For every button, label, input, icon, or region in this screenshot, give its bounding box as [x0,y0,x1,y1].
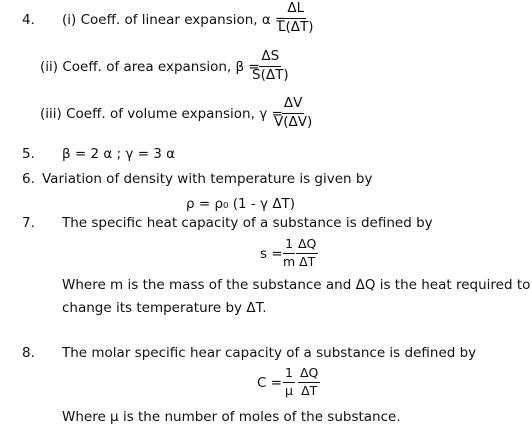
molar-heat-fraction-2 [298,367,320,397]
area-expansion-label: (ii) Coeff. of area expansion, β = [40,59,260,75]
item-5-number: 5. [22,146,35,162]
molar-heat-f1-denominator: μ [285,382,293,398]
item-6-number: 6. [22,171,35,187]
specific-heat-fraction-2 [296,238,318,268]
item-7-number: 7. [22,215,35,231]
linear-expansion-label: (i) Coeff. of linear expansion, α = [62,12,287,28]
coefficient-relation: β = 2 α ; γ = 3 α [62,146,176,162]
molar-heat-f2-denominator: ΔT [301,382,318,398]
volume-expansion-fraction [272,97,314,129]
item-4-number: 4. [22,12,35,28]
volume-expansion-numerator: ΔV [282,97,304,114]
density-variation-text: Variation of density with temperature is given by [42,171,373,187]
molar-heat-text: The molar specific hear capacity of a substance is defined by [62,345,477,361]
specific-heat-explanation-line1: Where m is the mass of the substance and ΔQ is the heat required to [62,277,531,293]
linear-expansion-fraction [276,2,316,34]
specific-heat-fraction-1 [281,238,297,268]
specific-heat-text: The specific heat capacity of a substance is defined by [62,215,433,231]
molar-heat-f1-numerator: 1 [283,367,295,383]
area-expansion-denominator: S(ΔT) [252,66,289,83]
specific-heat-f1-denominator: m [283,253,296,269]
specific-heat-f1-numerator: 1 [283,238,295,254]
area-expansion-fraction [250,50,291,82]
molar-heat-fraction-1 [283,367,295,397]
specific-heat-f2-numerator: ΔQ [296,238,318,254]
specific-heat-lhs: s = [260,246,283,262]
specific-heat-f2-denominator: ΔT [299,253,316,269]
volume-expansion-label: (iii) Coeff. of volume expansion, γ = [40,106,283,122]
specific-heat-explanation-line2: change its temperature by ΔT. [62,300,267,316]
molar-heat-lhs: C = [257,375,283,391]
volume-expansion-denominator: V(ΔV) [274,113,313,130]
area-expansion-numerator: ΔS [259,50,281,67]
molar-heat-f2-numerator: ΔQ [298,367,320,383]
linear-expansion-numerator: ΔL [285,2,306,19]
molar-heat-explanation: Where μ is the number of moles of the substance. [62,409,401,425]
linear-expansion-denominator: L(ΔT) [278,18,314,35]
density-formula: ρ = ρ₀ (1 - γ ΔT) [186,196,296,212]
item-8-number: 8. [22,345,35,361]
